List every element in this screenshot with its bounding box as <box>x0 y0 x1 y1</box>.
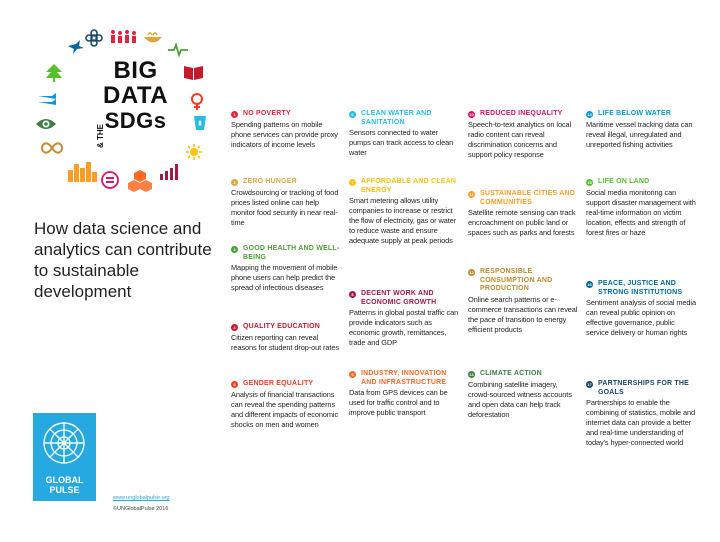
goal-number-badge: 4 <box>231 324 238 331</box>
goal-description: Crowdsourcing or tracking of food prices listed online can help monitor food security in near real-time <box>231 187 339 227</box>
flower-icon <box>86 30 102 46</box>
goal-title: SUSTAINABLE CITIES AND COMMUNITIES <box>480 190 576 206</box>
goal-title: DECENT WORK AND ECONOMIC GROWTH <box>361 290 437 306</box>
goal-number-badge: 3 <box>231 246 238 253</box>
goal-4 <box>231 323 343 353</box>
copyright: ©UNGlobalPulse 2016 <box>113 506 169 512</box>
goal-number-badge: 6 <box>349 111 356 118</box>
main-title <box>103 58 168 133</box>
goal-header <box>468 268 580 294</box>
bird-icon <box>68 40 84 54</box>
goal-header <box>468 110 580 119</box>
goal-number-badge: 12 <box>469 270 474 275</box>
water-drop-icon <box>194 116 206 130</box>
goal-title: REDUCED INEQUALITY <box>480 110 563 117</box>
infinity-icon <box>42 143 62 152</box>
title-line-data: DATA <box>103 82 169 109</box>
goal-header <box>349 370 461 387</box>
goal-number-badge: 7 <box>349 179 356 186</box>
goal-title: CLEAN WATER AND SANITATION <box>361 110 432 126</box>
goal-description: Smart metering allows utility companies to increase or restrict the flow of electricity, gas or water to reduce waste and ensure adequate supply at peak periods <box>349 196 457 245</box>
goal-title: PEACE, JUSTICE AND STRONG INSTITUTIONS <box>598 280 683 296</box>
goal-2 <box>231 178 343 228</box>
goal-number-badge: 8 <box>349 291 356 298</box>
bowl-icon <box>144 33 162 43</box>
goal-description: Sentiment analysis of social media can reveal public opinion on effective governance, public service delivery or human rights <box>586 298 696 337</box>
goal-title: QUALITY EDUCATION <box>243 323 321 330</box>
goal-description: Partnerships to enable the combining of statistics, mobile and internet data can provide a better and real-time understanding of today's hyper-connected world <box>586 398 696 447</box>
title-line-sdgs: SDGs <box>104 108 167 133</box>
goal-number-badge: 16 <box>587 282 592 287</box>
goal-title: LIFE BELOW WATER <box>598 110 672 117</box>
goal-header <box>468 370 580 379</box>
title-line-big: BIG <box>113 57 158 84</box>
goal-number-badge: 1 <box>231 111 238 118</box>
goal-header <box>231 380 343 389</box>
goal-14 <box>586 110 698 150</box>
goal-1 <box>231 110 343 150</box>
goal-title: RESPONSIBLE CONSUMPTION AND PRODUCTION <box>480 268 553 292</box>
city-icon <box>68 162 97 182</box>
goal-13 <box>468 370 580 420</box>
subtitle: How data science and analytics can contribute to sustainable development <box>34 219 212 301</box>
cubes-icon <box>128 170 152 192</box>
goal-title: LIFE ON LAND <box>598 178 650 185</box>
goal-description: Patterns in global postal traffic can provide indicators such as economic growth, remittances, trade and GDP <box>349 308 459 347</box>
goal-header <box>586 380 698 397</box>
goal-9 <box>349 370 461 418</box>
goal-title: NO POVERTY <box>243 110 291 117</box>
goal-number-badge: 2 <box>231 179 238 186</box>
global-pulse-text: GLOBAL PULSE <box>45 475 84 495</box>
goal-number-badge: 11 <box>469 192 474 197</box>
goal-description: Online search patterns or e-commerce transactions can reveal the pace of transition to energy efficient products <box>468 294 578 334</box>
heart-pulse-icon <box>168 45 188 55</box>
fish-icon <box>38 93 56 105</box>
goal-title: INDUSTRY, INNOVATION AND INFRASTRUCTURE <box>361 370 447 386</box>
goal-12 <box>468 268 580 335</box>
goal-header <box>231 245 343 262</box>
goal-16 <box>586 280 698 338</box>
goal-number-badge: 14 <box>587 112 592 117</box>
goal-description: Satellite remote sensing can track encroachment on public land or spaces such as parks and forests <box>468 208 576 237</box>
goal-11 <box>468 190 580 238</box>
goal-number-badge: 9 <box>349 371 356 378</box>
goal-header <box>468 190 580 207</box>
goal-description: Citizen reporting can reveal reasons for student drop-out rates <box>231 332 339 352</box>
goal-description: Combining satellite imagery, crowd-sourced witness accounts and open data can help track deforestation <box>468 379 572 419</box>
goal-number-badge: 15 <box>587 180 592 185</box>
goal-10 <box>468 110 580 160</box>
gender-icon <box>192 94 202 110</box>
goal-17 <box>586 380 698 448</box>
goal-number-badge: 10 <box>469 112 474 117</box>
goal-description: Analysis of financial transactions can reveal the spending patterns and different impacts of economic shocks on men and women <box>231 389 339 429</box>
goal-number-badge: 5 <box>231 381 238 388</box>
goal-5 <box>231 380 343 430</box>
globe-dots-icon <box>33 413 96 473</box>
goal-header <box>231 323 343 332</box>
goal-header <box>349 110 461 127</box>
goal-7 <box>349 178 461 246</box>
equal-icon <box>102 172 118 188</box>
goal-header <box>349 178 461 195</box>
goal-header <box>231 110 343 119</box>
goal-description: Data from GPS devices can be used for traffic control and to improve public transport <box>349 388 448 417</box>
goal-title: GENDER EQUALITY <box>243 380 314 387</box>
eye-icon <box>36 119 56 129</box>
title-amp: & THE <box>96 124 105 148</box>
goal-description: Spending patterns on mobile phone services can provide proxy indicators of income levels <box>231 119 338 149</box>
goal-title: ZERO HUNGER <box>243 178 297 185</box>
goal-number-badge: 13 <box>469 372 474 377</box>
goal-description: Sensors connected to water pumps can track access to clean water <box>349 128 454 157</box>
goal-title: PARTNERSHIPS FOR THE GOALS <box>598 380 689 396</box>
website-link[interactable]: www.unglobalpulse.org <box>113 495 170 501</box>
chart-icon <box>160 164 178 180</box>
goal-3 <box>231 245 343 293</box>
goal-header <box>231 178 343 187</box>
goal-header <box>586 178 698 187</box>
goal-number-badge: 17 <box>587 382 592 387</box>
book-icon <box>184 66 203 80</box>
goal-description: Speech-to-text analytics on local radio content can reveal discrimination concerns and support policy response <box>468 119 572 159</box>
goal-header <box>586 280 698 297</box>
goal-description: Mapping the movement of mobile phone users can help predict the spread of infectious diseases <box>231 263 338 292</box>
goal-header <box>586 110 698 119</box>
goal-15 <box>586 178 698 238</box>
goal-description: Maritime vessel tracking data can reveal illegal, unregulated and unreported fishing activities <box>586 119 693 149</box>
sun-icon <box>186 144 202 160</box>
global-pulse-logo <box>33 413 96 501</box>
goal-title: GOOD HEALTH AND WELL-BEING <box>243 245 340 261</box>
goal-header <box>349 290 461 307</box>
goal-description: Social media monitoring can support disaster management with real-time information on victim location, effects and strength of forest fires or haze <box>586 187 696 237</box>
goal-6 <box>349 110 461 158</box>
goal-8 <box>349 290 461 348</box>
goal-title: AFFORDABLE AND CLEAN ENERGY <box>361 178 457 194</box>
tree-icon <box>46 64 62 82</box>
people-icon <box>111 30 136 43</box>
goal-title: CLIMATE ACTION <box>480 370 542 377</box>
